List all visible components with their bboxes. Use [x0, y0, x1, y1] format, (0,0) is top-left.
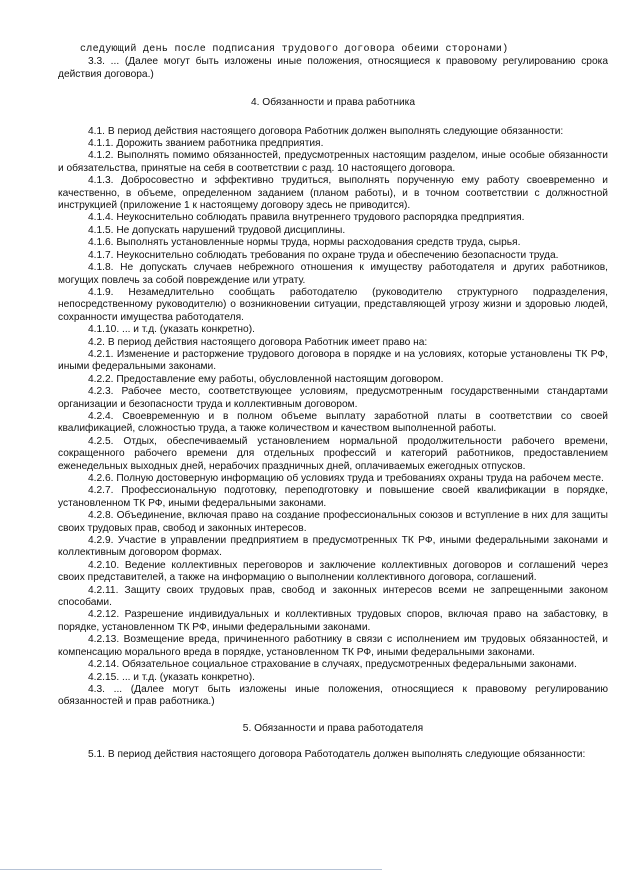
paragraph-3-3: 3.3. ... (Далее могут быть изложены иные положения, относящиеся к правовому регулированию срока действия договора.) [58, 56, 608, 80]
section-4-paragraph: 4.2.1. Изменение и расторжение трудового договора в порядке и на условиях, которые установлены ТК РФ, иными федеральными законами. [58, 348, 608, 373]
section-4-title: 4. Обязанности и права работника [250, 97, 415, 109]
section-4-paragraph: 4.1.9. Незамедлительно сообщать работодателю (руководителю структурного подразделения, непосредственному руководителю) о возникновении ситуации, представляющей угрозу жизни и здоровью людей, сохранности имущества работодателя. [58, 286, 608, 323]
section-4-paragraph: 4.2.10. Ведение коллективных переговоров и заключение коллективных договоров и соглашений через своих представителей, а также на информацию о выполнении коллективного договора, соглашений. [58, 559, 608, 584]
section-4-paragraph: 4.2. В период действия настоящего договора Работник имеет право на: [88, 336, 428, 348]
section-4-paragraph: 4.2.4. Своевременную и в полном объеме выплату заработной платы в соответствии со своей квалификацией, сложностью труда, а также количеством и качеством выполненной работы. [58, 410, 608, 435]
section-4-paragraph: 4.2.12. Разрешение индивидуальных и коллективных трудовых споров, включая право на забастовку, в порядке, установленном ТК РФ, иными федеральными законами. [58, 609, 608, 633]
section-4-paragraph: 4.1.2. Выполнять помимо обязанностей, предусмотренных настоящим разделом, иные особые обязанности и обязательства, принятые на себя в соответствии с разд. 10 настоящего договора. [58, 150, 608, 174]
paragraph-5-1: 5.1. В период действия настоящего договора Работодатель должен выполнять следующие обязанности: [88, 749, 586, 761]
section-4-paragraph: 4.2.5. Отдых, обеспечиваемый установлением нормальной продолжительности рабочего времени, сокращенного рабочего времени для отдельных профессий и категорий работников, предоставлением еженедельных выходных дней, нерабочих праздничных дней, оплачиваемых ежегодных отпусков. [58, 435, 608, 472]
section-4-paragraph: 4.2.6. Полную достоверную информацию об условиях труда и требованиях охраны труда на рабочем месте. [88, 473, 604, 484]
section-4-paragraph: 4.2.13. Возмещение вреда, причиненного работнику в связи с исполнением им трудовых обязанностей, и компенсацию морального вреда в порядке, установленном ТК РФ, иными федеральными законами. [58, 634, 608, 658]
section-4-paragraph: 4.3. ... (Далее могут быть изложены иные положения, относящиеся к правовому регулированию обязанностей и прав работника.) [58, 683, 608, 708]
section-4-paragraph: 4.1.10. ... и т.д. (указать конкретно). [88, 324, 255, 336]
section-4-paragraph: 4.2.14. Обязательное социальное страхование в случаях, предусмотренных федеральными законами. [88, 659, 577, 671]
section-4-paragraph: 4.1.6. Выполнять установленные нормы труда, нормы расходования средств труда, сырья. [88, 237, 521, 249]
section-4-paragraph: 4.1.7. Неукоснительно соблюдать требования по охране труда и обеспечению безопасности труда. [88, 249, 559, 261]
section-4-paragraph: 4.1.3. Добросовестно и эффективно трудиться, выполнять порученную ему работу своевременно и качественно, в объеме, определенном заданием (планом работы), и в точном соответствии с должностной инструкцией (приложение 1 к настоящему договору здесь не приводится). [58, 175, 608, 212]
section-4-paragraph: 4.2.9. Участие в управлении предприятием в предусмотренных ТК РФ, иными федеральными законами и коллективным договором формах. [58, 535, 608, 559]
section-4-paragraph: 4.2.2. Предоставление ему работы, обусловленной настоящим договором. [88, 373, 444, 385]
section-4-body [58, 126, 608, 709]
section-4-paragraph: 4.2.7. Профессиональную подготовку, переподготовку и повышение своей квалификации в порядке, установленном ТК РФ, иными федеральными законами. [58, 485, 608, 509]
section-5-title: 5. Обязанности и права работодателя [242, 722, 424, 734]
section-4-paragraph: 4.1.5. Не допускать нарушений трудовой дисциплины. [88, 224, 346, 236]
section-4-paragraph: 4.2.15. ... и т.д. (указать конкретно). [88, 671, 255, 683]
section-4-paragraph: 4.2.3. Рабочее место, соответствующее условиям, предусмотренным государственными стандартами организации и безопасности труда и коллективным договором. [58, 386, 608, 410]
document-page [58, 44, 608, 762]
section-4-paragraph: 4.1.4. Неукоснительно соблюдать правила внутреннего трудового распорядка предприятия. [88, 212, 525, 224]
section-4-paragraph: 4.2.8. Объединение, включая право на создание профессиональных союзов и вступление в них для защиты своих трудовых прав, свобод и законных интересов. [58, 510, 608, 534]
section-4-paragraph: 4.2.11. Защиту своих трудовых прав, свобод и законных интересов всеми не запрещенными законом способами. [58, 584, 608, 609]
section-4-paragraph: 4.1.1. Дорожить званием работника предприятия. [88, 138, 324, 150]
section-4-paragraph: 4.1.8. Не допускать случаев небрежного отношения к имуществу работодателя и других работников, могущих повлечь за собой повреждение или утрату. [58, 262, 608, 286]
intro-line: следующий день после подписания трудового договора обеими сторонами) [80, 44, 509, 55]
bottom-divider [0, 869, 382, 870]
section-4-paragraph: 4.1. В период действия настоящего договора Работник должен выполнять следующие обязанности: [88, 125, 564, 137]
